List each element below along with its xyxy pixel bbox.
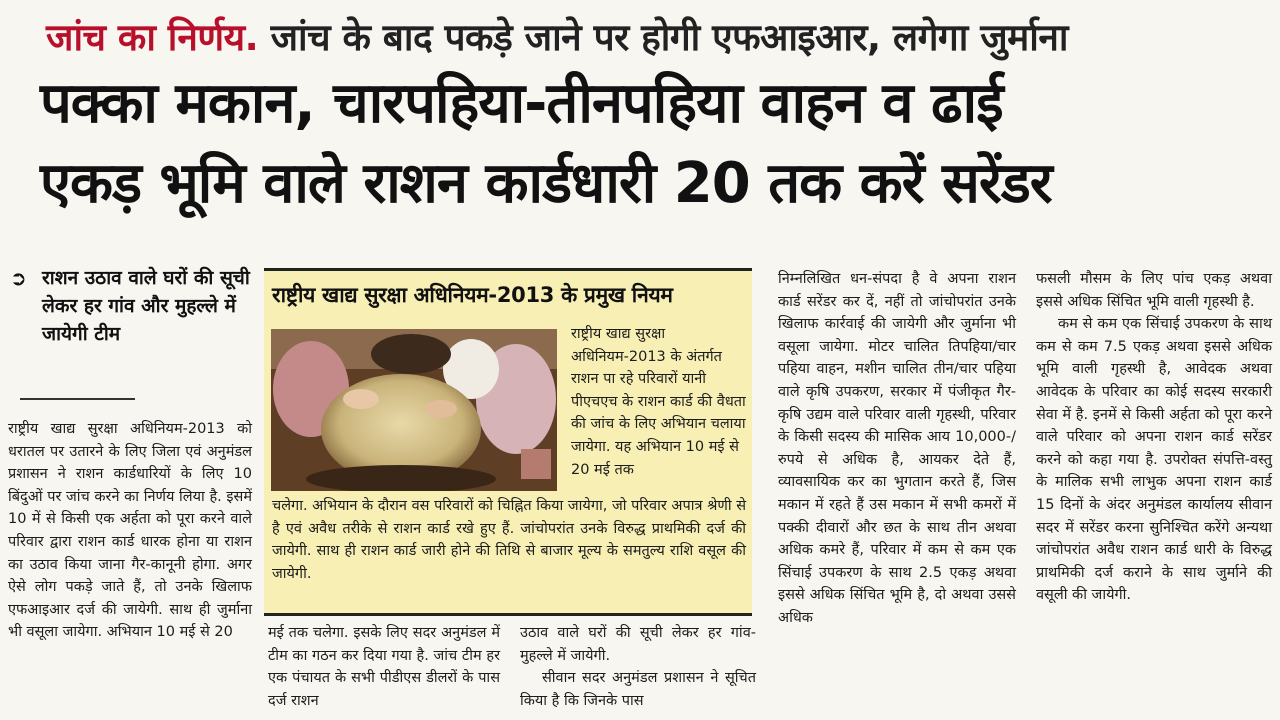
- arrow-bullet-icon: ➲: [10, 266, 27, 290]
- article-column-5: [1036, 268, 1272, 607]
- bullet-point: [10, 264, 255, 348]
- headline: [40, 64, 1250, 224]
- headline-line-1: पक्का मकान, चारपहिया-तीनपहिया वाहन व ढाई: [40, 71, 1003, 136]
- article-column-2: [268, 622, 500, 712]
- article-column-3: [520, 622, 756, 712]
- column-divider: [20, 398, 135, 400]
- bullet-text: राशन उठाव वाले घरों की सूची लेकर हर गांव और मुहल्ले में जायेगी टीम: [42, 267, 250, 345]
- article-column-1: [8, 418, 252, 644]
- rules-box-side-text: राष्ट्रीय खाद्य सुरक्षा अधिनियम-2013 के अंतर्गत राशन पा रहे परिवारों यानी पीएचएच के राशन कार्ड की वैधता की जांच के लिए अभियान चलाया जायेगा. यह अभियान 10 मई से 20 मई तक: [571, 326, 746, 478]
- rules-box-title: राष्ट्रीय खाद्य सुरक्षा अधिनियम-2013 के प्रमुख नियम: [272, 283, 673, 307]
- column-5-para-1: फसली मौसम के लिए पांच एकड़ अथवा इससे अधिक सिंचित भूमि वाली गृहस्थी है.: [1036, 271, 1272, 310]
- headline-line-2: एकड़ भूमि वाले राशन कार्डधारी 20 तक करें सरेंडर: [40, 151, 1052, 216]
- column-3-para-2: सीवान सदर अनुमंडल प्रशासन ने सूचित किया है कि जिनके पास: [520, 670, 756, 709]
- column-3-para-1: उठाव वाले घरों की सूची लेकर हर गांव-मुहल्ले में जायेगी.: [520, 625, 756, 664]
- news-photo: [271, 329, 557, 491]
- kicker-text: जांच के बाद पकड़े जाने पर होगी एफआइआर, लगेगा जुर्माना: [270, 16, 1068, 59]
- column-2-text: मई तक चलेगा. इसके लिए सदर अनुमंडल में टीम का गठन कर दिया गया है. जांच टीम हर एक पंचायत के सभी पीडीएस डीलरों के पास दर्ज राशन: [268, 625, 500, 709]
- column-5-para-2: कम से कम एक सिंचाई उपकरण के साथ कम से कम 7.5 एकड़ अथवा इससे अधिक भूमि वाली गृहस्थी है, आवेदक अथवा आवेदक के परिवार का कोई सदस्य सरकारी सेवा में है. इनमें से किसी अर्हता को पूरा करने वाले परिवार को अपना राशन कार्ड सरेंडर करने को कहा गया है. उपरोक्त संपत्ति-वस्तु के मालिक सभी लाभुक अपना राशन कार्ड 15 दिनों के अंदर अनुमंडल कार्यालय सीवान सदर में सरेंडर करना सुनिश्चित करेंगे अन्यथा जांचोपरांत अवैध राशन कार्ड धारी के विरुद्ध प्राथमिकी दर्ज कराने के साथ जुर्माने की वसूली की जायेगी.: [1036, 316, 1272, 604]
- rules-box-body-text: चलेगा. अभियान के दौरान वस परिवारों को चिह्नित किया जायेगा, जो परिवार अपात्र श्रेणी से है एवं अवैध तरीके से राशन कार्ड रखे हुए हैं. जांचोपरांत उनके विरुद्ध प्राथमिकी दर्ज की जायेगी. साथ ही राशन कार्ड जारी होने की तिथि से बाजार मूल्य के समतुल्य राशि वसूल की जायेगी.: [272, 498, 746, 582]
- kicker: [46, 10, 1246, 62]
- column-1-text: राष्ट्रीय खाद्य सुरक्षा अधिनियम-2013 को धरातल पर उतारने के लिए जिला एवं अनुमंडल प्रशासन ने राशन कार्डधारियों के लिए 10 बिंदुओं पर जांच करने का निर्णय लिया है. इसमें 10 में से किसी एक अर्हता को पूरा करने वाले परिवार द्वारा राशन कार्ड धारक होना या राशन का उठाव किया जाना गैर-कानूनी होगा. अगर ऐसे लोग पकड़े जाते हैं, तो उनके खिलाफ एफआइआर दर्ज की जायेगी. साथ ही जुर्माना भी वसूला जायेगा. अभियान 10 मई से 20: [8, 421, 252, 641]
- rules-box: [264, 268, 752, 616]
- grain-photo-icon: [271, 329, 557, 491]
- article-column-4: [778, 268, 1016, 630]
- column-4-text: निम्नलिखित धन-संपदा है वे अपना राशन कार्ड सरेंडर कर दें, नहीं तो जांचोपरांत उनके खिलाफ कार्रवाई की जायेगी और जुर्माना भी वसूला जायेगा. मोटर चालित तिपहिया/चार पहिया वाहन, मशीन चालित तीन/चार पहिया वाले कृषि उपकरण, सरकार में पंजीकृत गैर-कृषि उद्यम वाले परिवार वाली गृहस्थी, परिवार के किसी सदस्य की मासिक आय 10,000-/ रुपये से अधिक है, आयकर देते हैं, व्यावसायिक कर का भुगतान करते हैं, जिस मकान में रहते हैं उस मकान में सभी कमरों में पक्की दीवारों और छत के साथ तीन अथवा अधिक कमरे हैं, परिवार में कम से कम एक सिंचाई उपकरण के साथ 2.5 एकड़ अथवा इससे अधिक सिंचित भूमि है, दो अथवा उससे अधिक: [778, 271, 1016, 626]
- kicker-label: जांच का निर्णय.: [46, 16, 259, 59]
